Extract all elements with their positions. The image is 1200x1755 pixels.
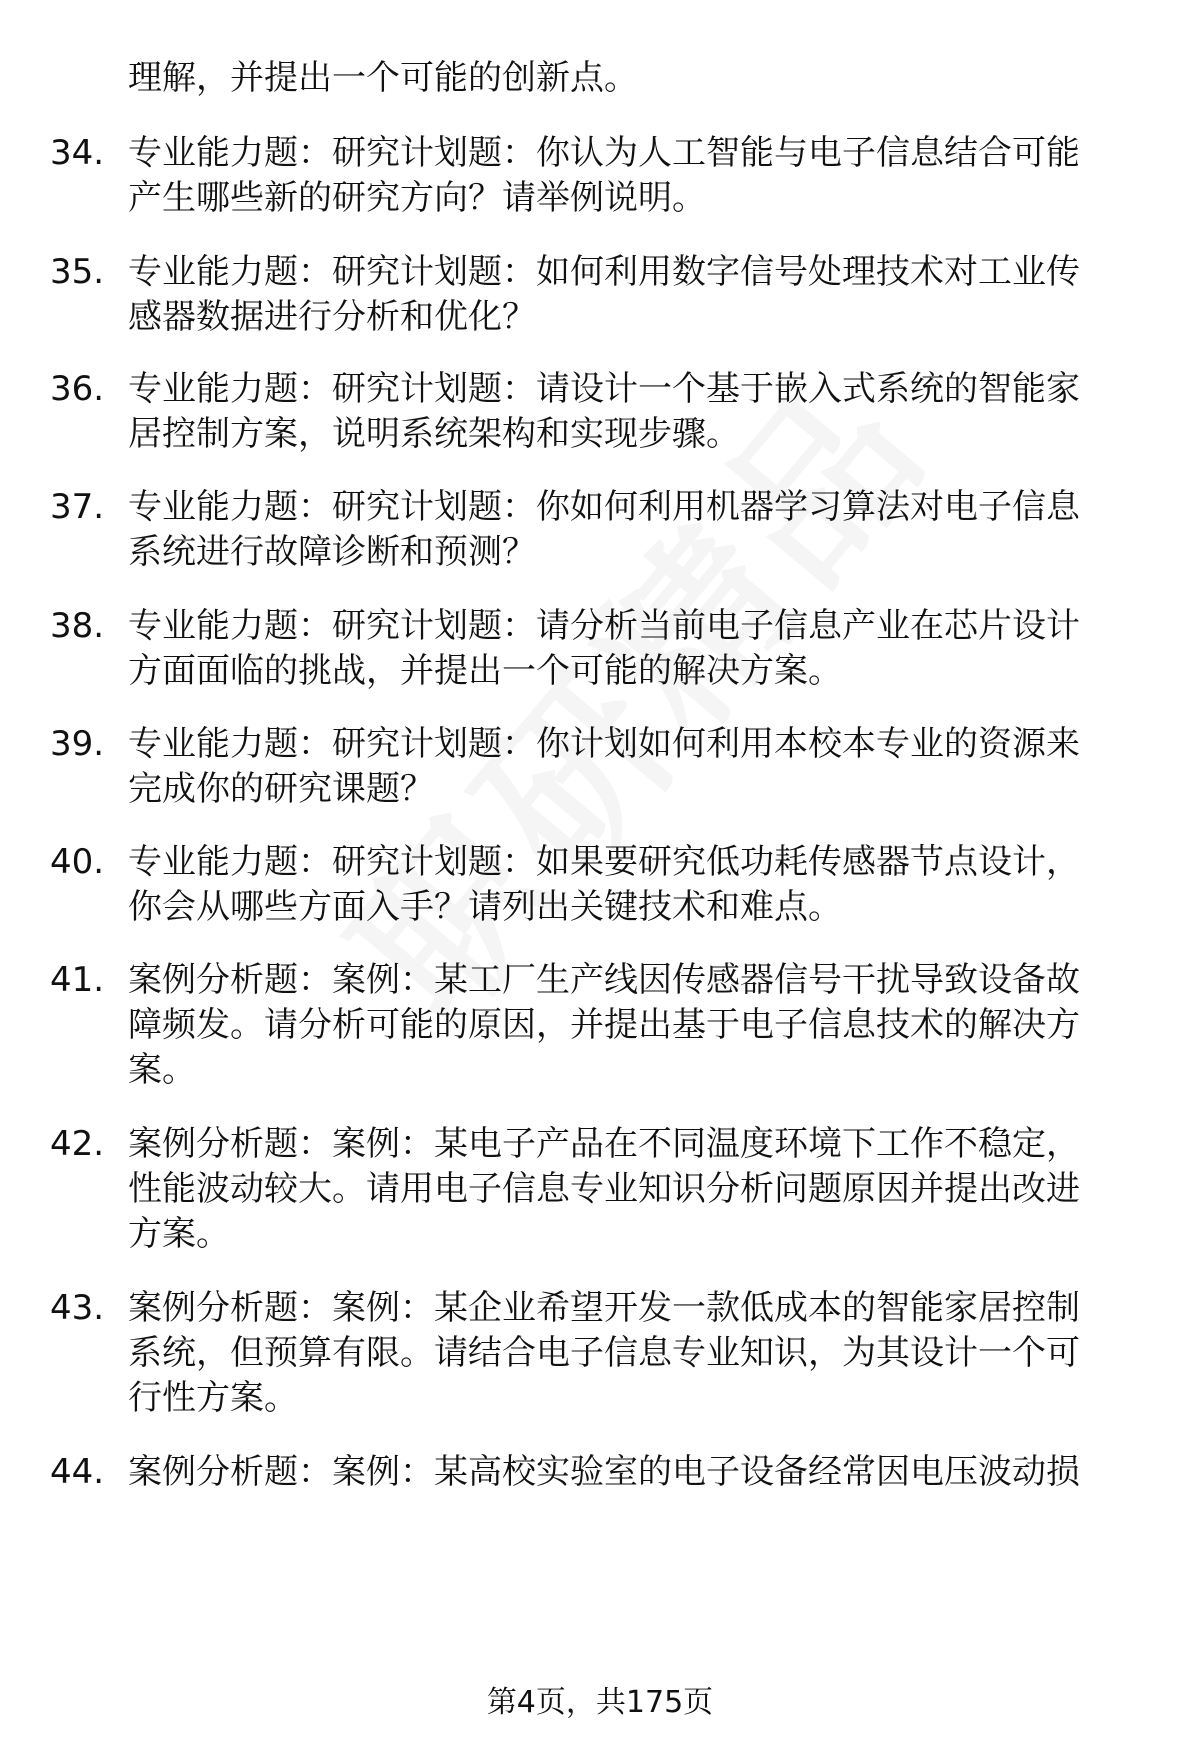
item-line: 感器数据进行分析和优化？ — [128, 297, 536, 337]
continuation-line: 理解，并提出一个可能的创新点。 — [128, 58, 638, 98]
item-line: 系统，但预算有限。请结合电子信息专业知识，为其设计一个可 — [128, 1333, 1080, 1373]
item-line: 产生哪些新的研究方向？请举例说明。 — [128, 178, 706, 218]
item-number: 34. — [50, 133, 105, 173]
item-line: 专业能力题：研究计划题：如何利用数字信号处理技术对工业传 — [128, 252, 1080, 292]
item-line: 方案。 — [128, 1214, 230, 1254]
item-line: 方面面临的挑战，并提出一个可能的解决方案。 — [128, 651, 842, 691]
item-line: 专业能力题：研究计划题：如果要研究低功耗传感器节点设计， — [128, 842, 1080, 882]
item-number: 42. — [50, 1124, 105, 1164]
item-number: 39. — [50, 724, 105, 764]
item-line: 专业能力题：研究计划题：你如何利用机器学习算法对电子信息 — [128, 487, 1080, 527]
item-line: 障频发。请分析可能的原因，并提出基于电子信息技术的解决方 — [128, 1005, 1080, 1045]
item-number: 40. — [50, 842, 105, 882]
item-line: 案例分析题：案例：某电子产品在不同温度环境下工作不稳定， — [128, 1124, 1080, 1164]
item-number: 38. — [50, 606, 105, 646]
item-line: 案例分析题：案例：某企业希望开发一款低成本的智能家居控制 — [128, 1288, 1080, 1328]
item-number: 44. — [50, 1452, 105, 1492]
item-number: 41. — [50, 960, 105, 1000]
page-footer: 第4页，共175页 — [486, 1685, 714, 1720]
item-number: 35. — [50, 252, 105, 292]
item-number: 37. — [50, 487, 105, 527]
item-line: 性能波动较大。请用电子信息专业知识分析问题原因并提出改进 — [128, 1169, 1080, 1209]
item-line: 专业能力题：研究计划题：你计划如何利用本校本专业的资源来 — [128, 724, 1080, 764]
item-line: 你会从哪些方面入手？请列出关键技术和难点。 — [128, 887, 842, 927]
item-line: 案例分析题：案例：某高校实验室的电子设备经常因电压波动损 — [128, 1452, 1080, 1492]
item-line: 行性方案。 — [128, 1378, 298, 1418]
item-number: 43. — [50, 1288, 105, 1328]
item-number: 36. — [50, 369, 105, 409]
item-line: 专业能力题：研究计划题：请设计一个基于嵌入式系统的智能家 — [128, 369, 1080, 409]
item-line: 案。 — [128, 1050, 196, 1090]
item-line: 居控制方案，说明系统架构和实现步骤。 — [128, 414, 740, 454]
item-line: 完成你的研究课题？ — [128, 769, 434, 809]
item-line: 专业能力题：研究计划题：你认为人工智能与电子信息结合可能 — [128, 133, 1080, 173]
item-line: 案例分析题：案例：某工厂生产线因传感器信号干扰导致设备故 — [128, 960, 1080, 1000]
item-line: 专业能力题：研究计划题：请分析当前电子信息产业在芯片设计 — [128, 606, 1080, 646]
item-line: 系统进行故障诊断和预测？ — [128, 532, 536, 572]
